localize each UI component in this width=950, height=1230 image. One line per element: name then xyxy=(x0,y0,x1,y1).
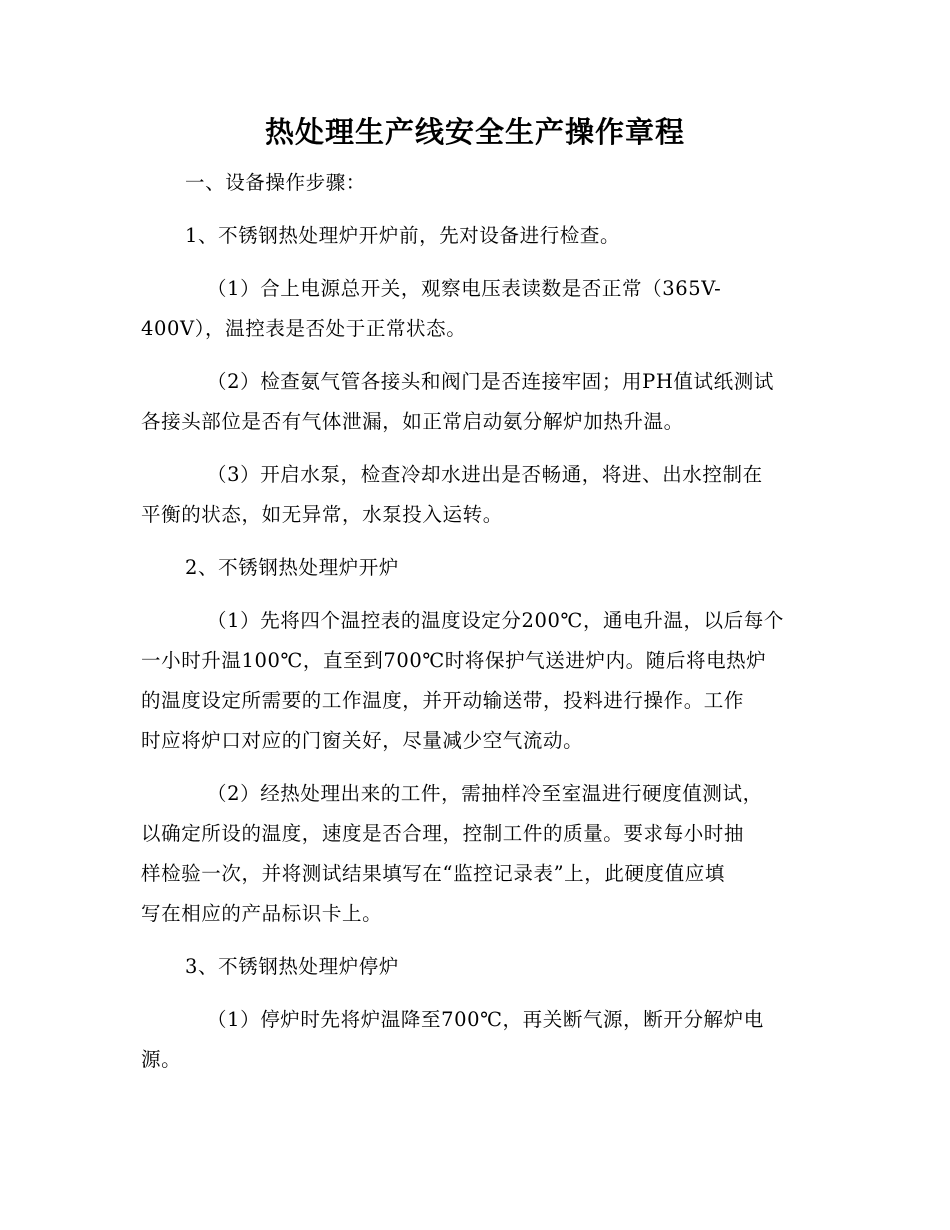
paragraph-3-1: （1）停炉时先将炉温降至700℃，再关断气源，断开分解炉电 源。 xyxy=(141,1008,764,1071)
document-body xyxy=(141,163,811,1080)
document-title: 热处理生产线安全生产操作章程 xyxy=(264,115,685,149)
paragraph-2-2: （2）经热处理出来的工件，需抽样冷至室温进行硬度值测试， 以确定所设的温度，速度是否合理，控制工件的质量。要求每小时抽 样检验一次，并将测试结果填写在“监控记录表”上，此硬度值应填 写在相应的产品标识卡上。 xyxy=(141,782,763,925)
step-heading-3: 3、不锈钢热处理炉停炉 xyxy=(185,955,400,978)
paragraph-2-1: （1）先将四个温控表的温度设定分200℃，通电升温，以后每个 一小时升温100℃，直至到700℃时将保护气送进炉内。随后将电热炉 的温度设定所需要的工作温度，并开动输送带，投料进行操作。工作 时应将炉口对应的门窗关好，尽量减少空气流动。 xyxy=(141,609,784,752)
paragraph-1-3: （3）开启水泵，检查冷却水进出是否畅通，将进、出水控制在 平衡的状态，如无异常，水泵投入运转。 xyxy=(141,463,763,526)
step-heading-2: 2、不锈钢热处理炉开炉 xyxy=(185,556,400,579)
step-heading-1: 1、不锈钢热处理炉开炉前，先对设备进行检查。 xyxy=(185,224,621,247)
section-heading-1: 一、设备操作步骤： xyxy=(185,171,366,194)
paragraph-1-2: （2）检查氨气管各接头和阀门是否连接牢固；用PH值试纸测试 各接头部位是否有气体泄漏，如正常启动氨分解炉加热升温。 xyxy=(141,370,774,433)
paragraph-1-1: （1）合上电源总开关，观察电压表读数是否正常（365V- 400V），温控表是否处于正常状态。 xyxy=(141,277,722,340)
